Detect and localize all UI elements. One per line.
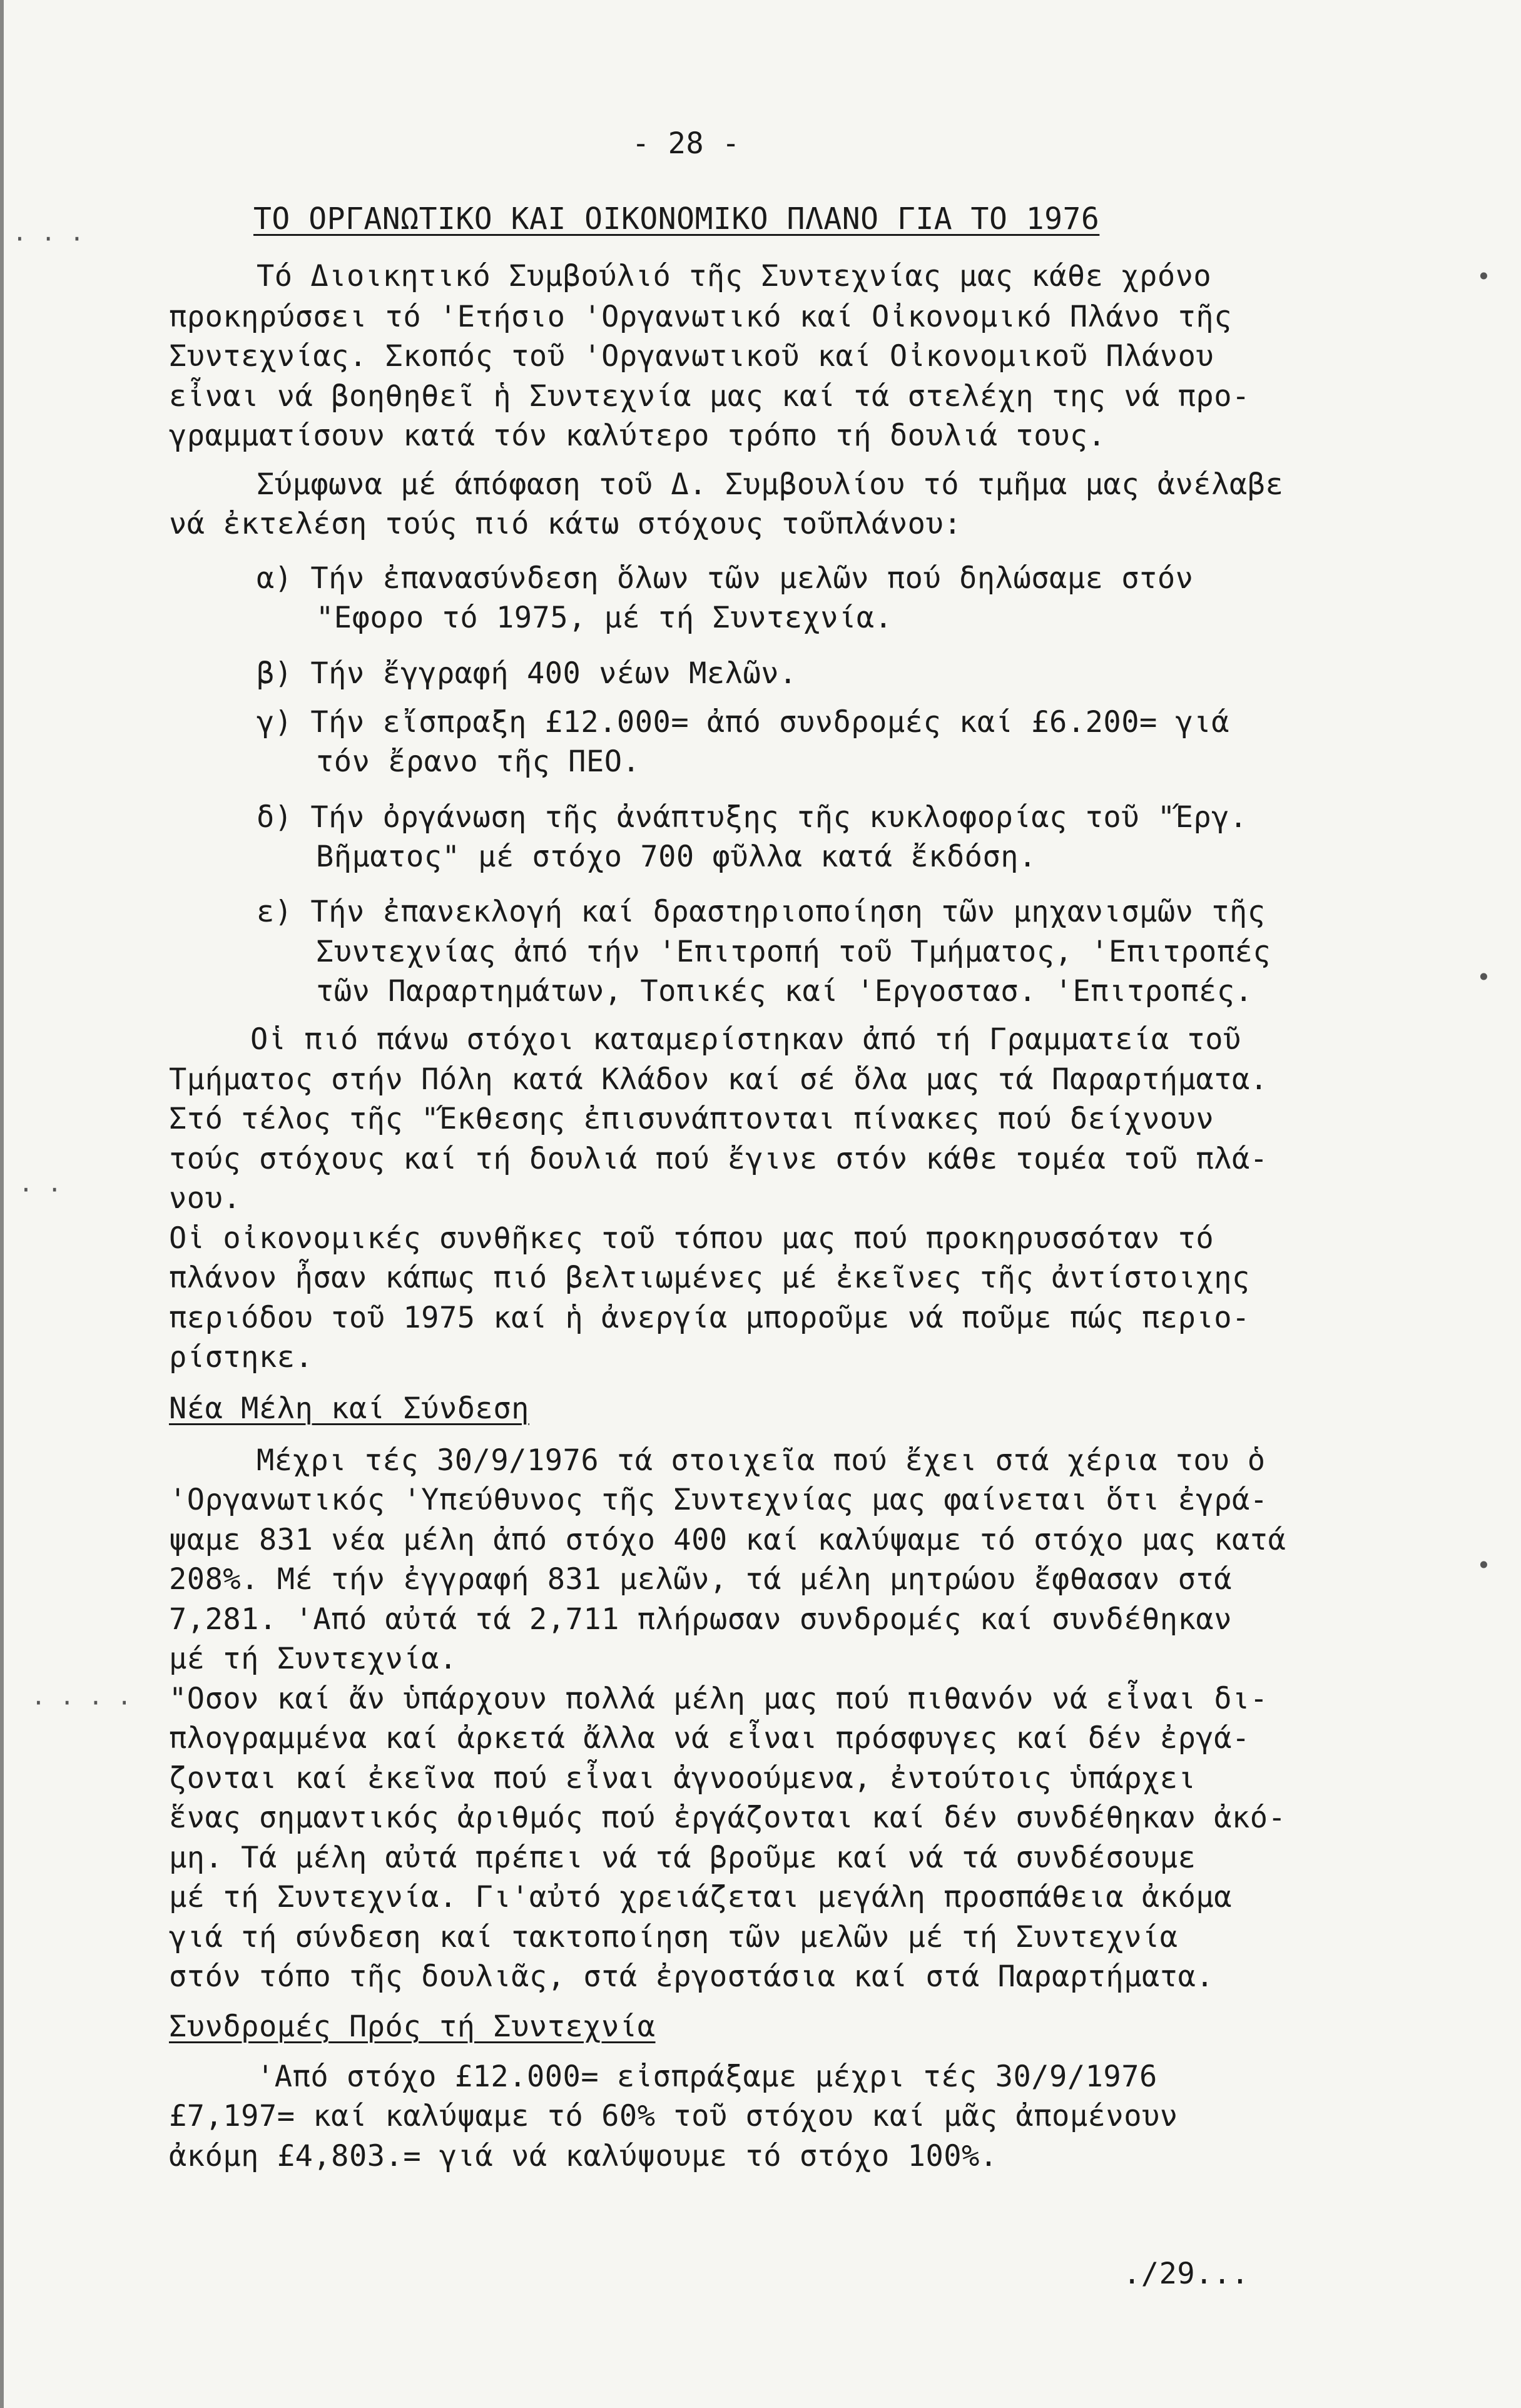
margin-mark: · · · xyxy=(13,225,84,253)
section1-line: πλογραμμένα καί ἀρκετά ἄλλα νά εἶναι πρόσφυγες καί δέν ἐργά- xyxy=(169,1721,1250,1755)
section-title-subscriptions: Συνδρομές Πρός τή Συντεχνία xyxy=(169,2009,656,2044)
summary-line: τούς στόχους καί τή δουλιά πού ἔγινε στόν κάθε τομέα τοῦ πλά- xyxy=(169,1142,1268,1176)
goal-item-d-cont: Βῆματος" μέ στόχο 700 φῦλλα κατά ἔκδόση. xyxy=(316,840,1037,874)
goal-item-e: ε) Τήν ἐπανεκλογή καί δραστηριοποίηση τῶν μηχανισμῶν τῆς xyxy=(257,895,1266,929)
section1-line: μη. Τά μέλη αὐτά πρέπει νά τά βροῦμε καί νά τά συνδέσουμε xyxy=(169,1841,1196,1875)
summary-line: Οἱ πιό πάνω στόχοι καταμερίστηκαν ἀπό τή Γραμματεία τοῦ xyxy=(250,1022,1241,1057)
summary-line: ρίστηκε. xyxy=(169,1340,313,1374)
intro-line: Συντεχνίας. Σκοπός τοῦ 'Οργανωτικοῦ καί Οἰκονομικοῦ Πλάνου xyxy=(169,339,1214,373)
section1-line: 7,281. 'Από αὐτά τά 2,711 πλήρωσαν συνδρομές καί συνδέθηκαν xyxy=(169,1602,1232,1637)
summary-line: πλάνον ἦσαν κάπως πιό βελτιωμένες μέ ἐκεῖνες τῆς ἀντίστοιχης xyxy=(169,1261,1250,1295)
margin-mark: • xyxy=(1477,1552,1491,1579)
decision-line: νά ἐκτελέση τούς πιό κάτω στόχους τοῦπλάνου: xyxy=(169,507,962,541)
page-number: - 28 - xyxy=(632,126,740,161)
goal-item-a: α) Τήν ἐπανασύνδεση ὅλων τῶν μελῶν πού δηλώσαμε στόν xyxy=(257,561,1194,596)
section1-line: στόν τόπο τῆς δουλιᾶς, στά ἐργοστάσια καί στά Παραρτήματα. xyxy=(169,1959,1214,1994)
summary-line: Στό τέλος τῆς "Έκθεσης ἐπισυνάπτονται πίνακες πού δείχνουν xyxy=(169,1102,1214,1136)
goal-item-d: δ) Τήν ὀργάνωση τῆς ἀνάπτυξης τῆς κυκλοφορίας τοῦ "Έργ. xyxy=(257,800,1248,835)
intro-line: Τό Διοικητικό Συμβούλιό τῆς Συντεχνίας μας κάθε χρόνο xyxy=(257,259,1212,293)
summary-line: Τμήματος στήν Πόλη κατά Κλάδον καί σέ ὅλα μας τά Παραρτήματα. xyxy=(169,1062,1268,1097)
section2-line: £7,197= καί καλύψαμε τό 60% τοῦ στόχου καί μᾶς ἀπομένουν xyxy=(169,2099,1178,2133)
margin-mark: · · · · xyxy=(31,1689,132,1717)
section2-line: ἀκόμη £4,803.= γιά νά καλύψουμε τό στόχο 100%. xyxy=(169,2139,998,2173)
decision-line: Σύμφωνα μέ άπόφαση τοῦ Δ. Συμβουλίου τό τμῆμα μας ἀνέλαβε xyxy=(257,467,1284,502)
section1-line: ἕνας σημαντικός ἀριθμός πού ἐργάζονται καί δέν συνδέθηκαν ἀκό- xyxy=(169,1801,1286,1835)
continuation-marker: ./29... xyxy=(1123,2257,1249,2291)
document-heading: ΤΟ ΟΡΓΑΝΩΤΙΚΟ ΚΑΙ ΟΙΚΟΝΟΜΙΚΟ ΠΛΑΝΟ ΓΙΑ ΤΟ 1976 xyxy=(253,201,1100,236)
section1-line: ψαμε 831 νέα μέλη ἀπό στόχο 400 καί καλύψαμε τό στόχο μας κατά xyxy=(169,1523,1286,1557)
intro-line: γραμματίσουν κατά τόν καλύτερο τρόπο τή δουλιά τους. xyxy=(169,419,1106,453)
section1-line: ζονται καί ἐκεῖνα πού εἶναι ἀγνοούμενα, ἐντούτοις ὑπάρχει xyxy=(169,1761,1196,1796)
intro-line: προκηρύσσει τό 'Ετήσιο 'Οργανωτικό καί Οἰκονομικό Πλάνο τῆς xyxy=(169,300,1232,334)
section1-line: 208%. Μέ τήν ἐγγραφή 831 μελῶν, τά μέλη μητρώου ἔφθασαν στά xyxy=(169,1562,1232,1597)
summary-line: νου. xyxy=(169,1181,242,1216)
summary-line: Οἱ οἰκονομικές συνθῆκες τοῦ τόπου μας πού προκηρυσσόταν τό xyxy=(169,1221,1214,1256)
goal-item-c: γ) Τήν εἴσπραξη £12.000= ἀπό συνδρομές καί £6.200= γιά xyxy=(257,705,1230,739)
section1-line: μέ τή Συντεχνία. Γι'αὐτό χρειάζεται μεγάλη προσπάθεια ἀκόμα xyxy=(169,1880,1232,1914)
margin-mark: • xyxy=(1477,963,1491,991)
scan-edge-mark xyxy=(0,0,4,2408)
section1-line: μέ τή Συντεχνία. xyxy=(169,1642,457,1676)
section1-line: Μέχρι τές 30/9/1976 τά στοιχεῖα πού ἔχει στά χέρια του ὁ xyxy=(257,1443,1266,1478)
section1-line: 'Οργανωτικός 'Υπεύθυνος τῆς Συντεχνίας μας φαίνεται ὅτι ἐγρά- xyxy=(169,1483,1268,1517)
goal-item-b: β) Τήν ἔγγραφή 400 νέων Μελῶν. xyxy=(257,656,797,691)
goal-item-e-cont: Συντεχνίας ἀπό τήν 'Επιτροπή τοῦ Τμήματος, 'Επιτροπές xyxy=(316,935,1271,969)
section-title-new-members: Νέα Μέλη καί Σύνδεση xyxy=(169,1391,529,1426)
section1-line: "Οσον καί ἄν ὑπάρχουν πολλά μέλη μας πού πιθανόν νά εἶναι δι- xyxy=(169,1682,1268,1716)
section2-line: 'Από στόχο £12.000= εἰσπράξαμε μέχρι τές 30/9/1976 xyxy=(257,2060,1157,2094)
intro-line: εἶναι νά βοηθηθεῖ ἡ Συντεχνία μας καί τά στελέχη της νά προ- xyxy=(169,379,1250,414)
section1-line: γιά τή σύνδεση καί τακτοποίηση τῶν μελῶν μέ τή Συντεχνία xyxy=(169,1920,1178,1954)
goal-item-c-cont: τόν ἔρανο τῆς ΠΕΟ. xyxy=(316,744,641,779)
margin-mark: · · xyxy=(19,1176,62,1204)
goal-item-e-cont: τῶν Παραρτημάτων, Τοπικές καί 'Εργοστασ. 'Επιτροπές. xyxy=(316,974,1253,1008)
margin-mark: • xyxy=(1477,263,1491,290)
summary-line: περιόδου τοῦ 1975 καί ἡ ἀνεργία μποροῦμε νά ποῦμε πώς περιο- xyxy=(169,1301,1250,1335)
goal-item-a-cont: "Εφορο τό 1975, μέ τή Συντεχνία. xyxy=(316,601,893,635)
